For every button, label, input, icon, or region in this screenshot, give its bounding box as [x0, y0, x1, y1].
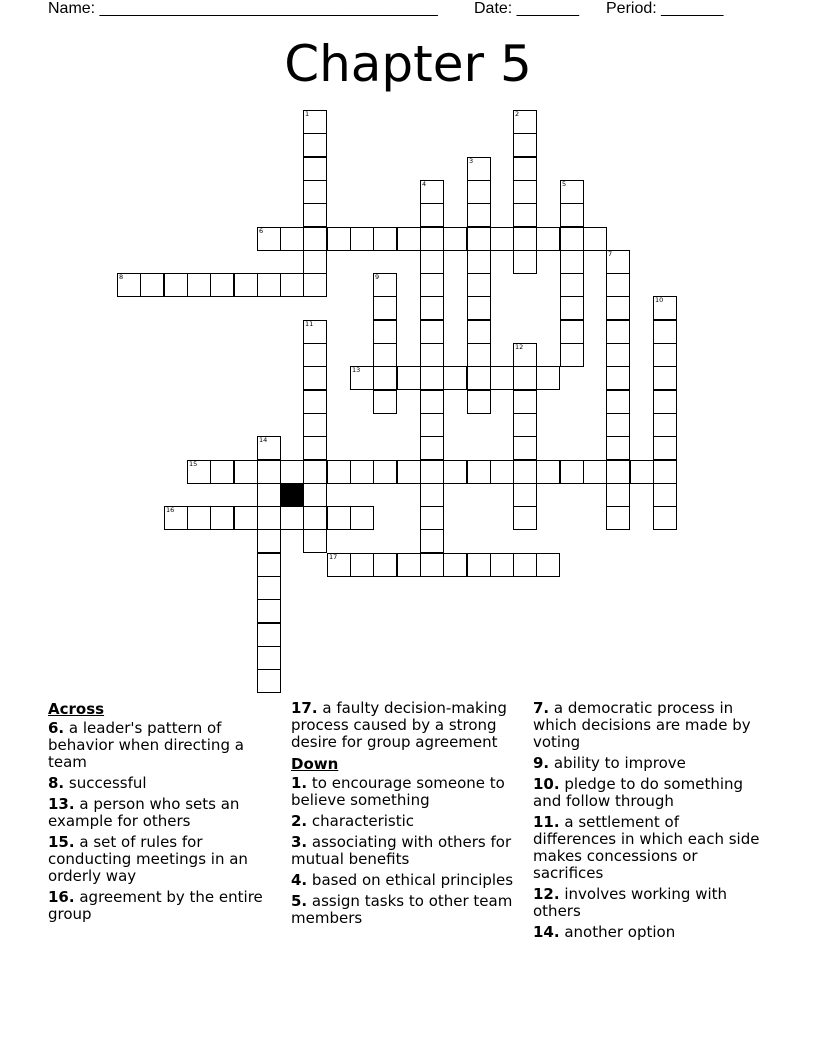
- clue-text: based on ethical principles: [311, 871, 514, 889]
- clue-text: involves working with others: [533, 885, 728, 920]
- cell-number: 10: [655, 296, 664, 304]
- grid-cell[interactable]: [420, 506, 444, 530]
- grid-cell[interactable]: [397, 553, 421, 577]
- grid-cell[interactable]: [513, 553, 537, 577]
- grid-cell[interactable]: [257, 483, 281, 507]
- grid-cell[interactable]: [560, 343, 584, 367]
- grid-cell[interactable]: [606, 436, 630, 460]
- clue-number: 9.: [533, 754, 550, 772]
- grid-cell[interactable]: [303, 320, 327, 344]
- grid-cell[interactable]: [420, 343, 444, 367]
- clue-number: 6.: [48, 719, 65, 737]
- clue-down-4: [291, 872, 523, 889]
- grid-cell[interactable]: [303, 110, 327, 134]
- grid-cell[interactable]: [373, 273, 397, 297]
- clue-number: 7.: [533, 699, 550, 717]
- clue-text: agreement by the entire group: [48, 888, 263, 923]
- clue-text: a set of rules for conducting meetings in an orderly way: [48, 833, 248, 885]
- grid-cell[interactable]: [420, 460, 444, 484]
- clue-text: associating with others for mutual benefits: [291, 833, 512, 868]
- clue-text: a settlement of differences in which each side makes concessions or sacrifices: [533, 813, 760, 882]
- grid-cell[interactable]: [513, 390, 537, 414]
- clues-column-2: [291, 700, 523, 931]
- grid-cell[interactable]: [303, 436, 327, 460]
- grid-cell[interactable]: [536, 460, 560, 484]
- grid-cell[interactable]: [467, 366, 491, 390]
- clue-number: 10.: [533, 775, 560, 793]
- across-heading: Across: [48, 700, 105, 718]
- grid-cell[interactable]: [257, 646, 281, 670]
- grid-cell[interactable]: [560, 180, 584, 204]
- name-field[interactable]: Name: ______________________________________: [48, 0, 438, 17]
- grid-cell[interactable]: [513, 506, 537, 530]
- grid-cell[interactable]: [653, 366, 677, 390]
- grid-cell[interactable]: [536, 366, 560, 390]
- grid-cell[interactable]: [210, 506, 234, 530]
- grid-cell[interactable]: [117, 273, 141, 297]
- cell-number: 15: [189, 460, 198, 468]
- grid-cell[interactable]: [467, 180, 491, 204]
- grid-cell[interactable]: [467, 320, 491, 344]
- grid-cell[interactable]: [420, 250, 444, 274]
- grid-cell[interactable]: [373, 320, 397, 344]
- grid-cell[interactable]: [560, 227, 584, 251]
- grid-cell[interactable]: [467, 296, 491, 320]
- grid-cell[interactable]: [420, 366, 444, 390]
- cell-number: 3: [469, 157, 474, 165]
- grid-cell[interactable]: [257, 576, 281, 600]
- clue-number: 13.: [48, 795, 75, 813]
- clue-text: another option: [564, 923, 676, 941]
- grid-cell[interactable]: [373, 366, 397, 390]
- clue-down-2: [291, 813, 523, 830]
- grid-cell[interactable]: [490, 460, 514, 484]
- grid-cell[interactable]: [234, 273, 258, 297]
- grid-cell[interactable]: [257, 460, 281, 484]
- grid-cell[interactable]: [560, 296, 584, 320]
- grid-cell[interactable]: [420, 180, 444, 204]
- grid-cell[interactable]: [443, 553, 467, 577]
- grid-cell[interactable]: [583, 227, 607, 251]
- grid-cell[interactable]: [653, 413, 677, 437]
- clue-down-5: [291, 893, 523, 927]
- grid-cell[interactable]: [560, 460, 584, 484]
- period-field[interactable]: Period: _______: [606, 0, 724, 17]
- clue-text: a person who sets an example for others: [48, 795, 240, 830]
- grid-cell[interactable]: [303, 250, 327, 274]
- grid-cell[interactable]: [560, 273, 584, 297]
- grid-cell[interactable]: [164, 273, 188, 297]
- black-cell: [280, 483, 304, 507]
- grid-cell[interactable]: [467, 227, 491, 251]
- down-heading: Down: [291, 755, 339, 773]
- grid-cell[interactable]: [513, 413, 537, 437]
- grid-cell[interactable]: [653, 343, 677, 367]
- grid-cell[interactable]: [606, 390, 630, 414]
- grid-cell[interactable]: [420, 320, 444, 344]
- clue-down-11: [533, 814, 765, 882]
- clue-number: 14.: [533, 923, 560, 941]
- cell-number: 4: [422, 180, 427, 188]
- grid-cell[interactable]: [350, 506, 374, 530]
- grid-cell[interactable]: [257, 529, 281, 553]
- grid-cell[interactable]: [420, 413, 444, 437]
- grid-cell[interactable]: [303, 273, 327, 297]
- grid-cell[interactable]: [606, 483, 630, 507]
- grid-cell[interactable]: [350, 366, 374, 390]
- grid-cell[interactable]: [653, 296, 677, 320]
- cell-number: 17: [329, 553, 338, 561]
- clue-text: a democratic process in which decisions are made by voting: [533, 699, 751, 751]
- grid-cell[interactable]: [234, 460, 258, 484]
- grid-cell[interactable]: [303, 483, 327, 507]
- grid-cell[interactable]: [303, 133, 327, 157]
- grid-cell[interactable]: [350, 553, 374, 577]
- grid-cell[interactable]: [653, 390, 677, 414]
- grid-cell[interactable]: [280, 273, 304, 297]
- grid-cell[interactable]: [397, 366, 421, 390]
- clue-number: 12.: [533, 885, 560, 903]
- cell-number: 9: [375, 273, 380, 281]
- grid-cell[interactable]: [513, 110, 537, 134]
- grid-cell[interactable]: [257, 436, 281, 460]
- grid-cell[interactable]: [513, 180, 537, 204]
- grid-cell[interactable]: [420, 483, 444, 507]
- cell-number: 11: [305, 320, 314, 328]
- grid-cell[interactable]: [257, 669, 281, 693]
- grid-cell[interactable]: [420, 203, 444, 227]
- grid-cell[interactable]: [420, 553, 444, 577]
- grid-cell[interactable]: [303, 366, 327, 390]
- grid-cell[interactable]: [467, 157, 491, 181]
- grid-cell[interactable]: [536, 227, 560, 251]
- grid-cell[interactable]: [420, 436, 444, 460]
- grid-cell[interactable]: [490, 366, 514, 390]
- clue-across-8: [48, 775, 280, 792]
- grid-cell[interactable]: [420, 296, 444, 320]
- clue-down-9: [533, 755, 765, 772]
- clue-text: pledge to do something and follow through: [533, 775, 744, 810]
- clue-across-17: [291, 700, 523, 751]
- grid-cell[interactable]: [606, 320, 630, 344]
- clue-down-12: [533, 886, 765, 920]
- grid-cell[interactable]: [303, 227, 327, 251]
- grid-cell[interactable]: [303, 529, 327, 553]
- grid-cell[interactable]: [560, 203, 584, 227]
- grid-cell[interactable]: [327, 227, 351, 251]
- grid-cell[interactable]: [443, 227, 467, 251]
- grid-cell[interactable]: [187, 460, 211, 484]
- clue-text: assign tasks to other team members: [291, 892, 513, 927]
- grid-cell[interactable]: [303, 343, 327, 367]
- grid-cell[interactable]: [420, 529, 444, 553]
- grid-cell[interactable]: [373, 460, 397, 484]
- clue-number: 17.: [291, 699, 318, 717]
- clue-text: ability to improve: [553, 754, 686, 772]
- clue-number: 15.: [48, 833, 75, 851]
- grid-cell[interactable]: [560, 320, 584, 344]
- grid-cell[interactable]: [606, 296, 630, 320]
- clue-across-13: [48, 796, 280, 830]
- grid-cell[interactable]: [467, 203, 491, 227]
- clue-text: to encourage someone to believe something: [291, 774, 505, 809]
- page-title: Chapter 5: [284, 35, 532, 93]
- grid-cell[interactable]: [513, 227, 537, 251]
- grid-cell[interactable]: [606, 506, 630, 530]
- clue-number: 2.: [291, 812, 308, 830]
- grid-cell[interactable]: [513, 250, 537, 274]
- grid-cell[interactable]: [653, 320, 677, 344]
- grid-cell[interactable]: [630, 460, 654, 484]
- grid-cell[interactable]: [606, 366, 630, 390]
- clue-text: a leader's pattern of behavior when directing a team: [48, 719, 244, 771]
- grid-cell[interactable]: [257, 553, 281, 577]
- grid-cell[interactable]: [420, 390, 444, 414]
- grid-cell[interactable]: [303, 203, 327, 227]
- grid-cell[interactable]: [373, 553, 397, 577]
- clues-column-1: [48, 700, 280, 927]
- clue-number: 1.: [291, 774, 308, 792]
- grid-cell[interactable]: [373, 390, 397, 414]
- clue-across-15: [48, 834, 280, 885]
- clue-number: 5.: [291, 892, 308, 910]
- grid-cell[interactable]: [350, 227, 374, 251]
- cell-number: 8: [119, 273, 124, 281]
- clue-number: 3.: [291, 833, 308, 851]
- grid-cell[interactable]: [257, 273, 281, 297]
- clue-across-16: [48, 889, 280, 923]
- grid-cell[interactable]: [653, 483, 677, 507]
- grid-cell[interactable]: [350, 460, 374, 484]
- grid-cell[interactable]: [513, 157, 537, 181]
- grid-cell[interactable]: [187, 506, 211, 530]
- grid-cell[interactable]: [303, 413, 327, 437]
- cell-number: 13: [352, 366, 361, 374]
- grid-cell[interactable]: [490, 553, 514, 577]
- clue-number: 11.: [533, 813, 560, 831]
- grid-cell[interactable]: [373, 227, 397, 251]
- grid-cell[interactable]: [513, 133, 537, 157]
- grid-cell[interactable]: [420, 273, 444, 297]
- cell-number: 1: [305, 110, 310, 118]
- grid-cell[interactable]: [327, 460, 351, 484]
- grid-cell[interactable]: [280, 460, 304, 484]
- clue-number: 4.: [291, 871, 308, 889]
- grid-cell[interactable]: [513, 436, 537, 460]
- grid-cell[interactable]: [234, 506, 258, 530]
- clue-down-14: [533, 924, 765, 941]
- grid-cell[interactable]: [513, 203, 537, 227]
- date-field[interactable]: Date: _______: [474, 0, 579, 17]
- grid-cell[interactable]: [443, 366, 467, 390]
- grid-cell[interactable]: [653, 436, 677, 460]
- grid-cell[interactable]: [467, 460, 491, 484]
- grid-cell[interactable]: [303, 157, 327, 181]
- grid-cell[interactable]: [140, 273, 164, 297]
- grid-cell[interactable]: [373, 296, 397, 320]
- grid-cell[interactable]: [443, 460, 467, 484]
- grid-cell[interactable]: [467, 553, 491, 577]
- grid-cell[interactable]: [373, 343, 397, 367]
- grid-cell[interactable]: [257, 599, 281, 623]
- grid-cell[interactable]: [606, 250, 630, 274]
- grid-cell[interactable]: [303, 460, 327, 484]
- grid-cell[interactable]: [467, 390, 491, 414]
- grid-cell[interactable]: [164, 506, 188, 530]
- grid-cell[interactable]: [257, 506, 281, 530]
- grid-cell[interactable]: [583, 460, 607, 484]
- grid-cell[interactable]: [257, 623, 281, 647]
- grid-cell[interactable]: [303, 506, 327, 530]
- clue-down-10: [533, 776, 765, 810]
- clue-down-1: [291, 775, 523, 809]
- grid-cell[interactable]: [280, 227, 304, 251]
- grid-cell[interactable]: [606, 460, 630, 484]
- grid-cell[interactable]: [303, 180, 327, 204]
- grid-cell[interactable]: [327, 506, 351, 530]
- cell-number: 5: [562, 180, 567, 188]
- clue-number: 16.: [48, 888, 75, 906]
- grid-cell[interactable]: [467, 273, 491, 297]
- grid-cell[interactable]: [467, 343, 491, 367]
- clue-text: characteristic: [311, 812, 415, 830]
- grid-cell[interactable]: [280, 506, 304, 530]
- grid-cell[interactable]: [653, 460, 677, 484]
- grid-cell[interactable]: [303, 390, 327, 414]
- cell-number: 16: [166, 506, 175, 514]
- clue-down-7: [533, 700, 765, 751]
- grid-cell[interactable]: [560, 250, 584, 274]
- clues-column-3: [533, 700, 765, 945]
- clue-text: a faulty decision-making process caused by a strong desire for group agreement: [291, 699, 507, 751]
- grid-cell[interactable]: [420, 227, 444, 251]
- grid-cell[interactable]: [606, 413, 630, 437]
- cell-number: 12: [515, 343, 524, 351]
- grid-cell[interactable]: [536, 553, 560, 577]
- grid-cell[interactable]: [397, 227, 421, 251]
- grid-cell[interactable]: [513, 483, 537, 507]
- grid-cell[interactable]: [210, 273, 234, 297]
- grid-cell[interactable]: [187, 273, 211, 297]
- cell-number: 6: [259, 227, 264, 235]
- grid-cell[interactable]: [653, 506, 677, 530]
- grid-cell[interactable]: [257, 227, 281, 251]
- clue-number: 8.: [48, 774, 65, 792]
- grid-cell[interactable]: [397, 460, 421, 484]
- clue-down-3: [291, 834, 523, 868]
- grid-cell[interactable]: [210, 460, 234, 484]
- grid-cell[interactable]: [513, 366, 537, 390]
- cell-number: 14: [259, 436, 268, 444]
- grid-cell[interactable]: [490, 227, 514, 251]
- grid-cell[interactable]: [327, 553, 351, 577]
- cell-number: 7: [608, 250, 613, 258]
- grid-cell[interactable]: [467, 250, 491, 274]
- grid-cell[interactable]: [606, 343, 630, 367]
- grid-cell[interactable]: [513, 343, 537, 367]
- grid-cell[interactable]: [606, 273, 630, 297]
- cell-number: 2: [515, 110, 520, 118]
- grid-cell[interactable]: [513, 460, 537, 484]
- clue-text: successful: [68, 774, 147, 792]
- clue-across-6: [48, 720, 280, 771]
